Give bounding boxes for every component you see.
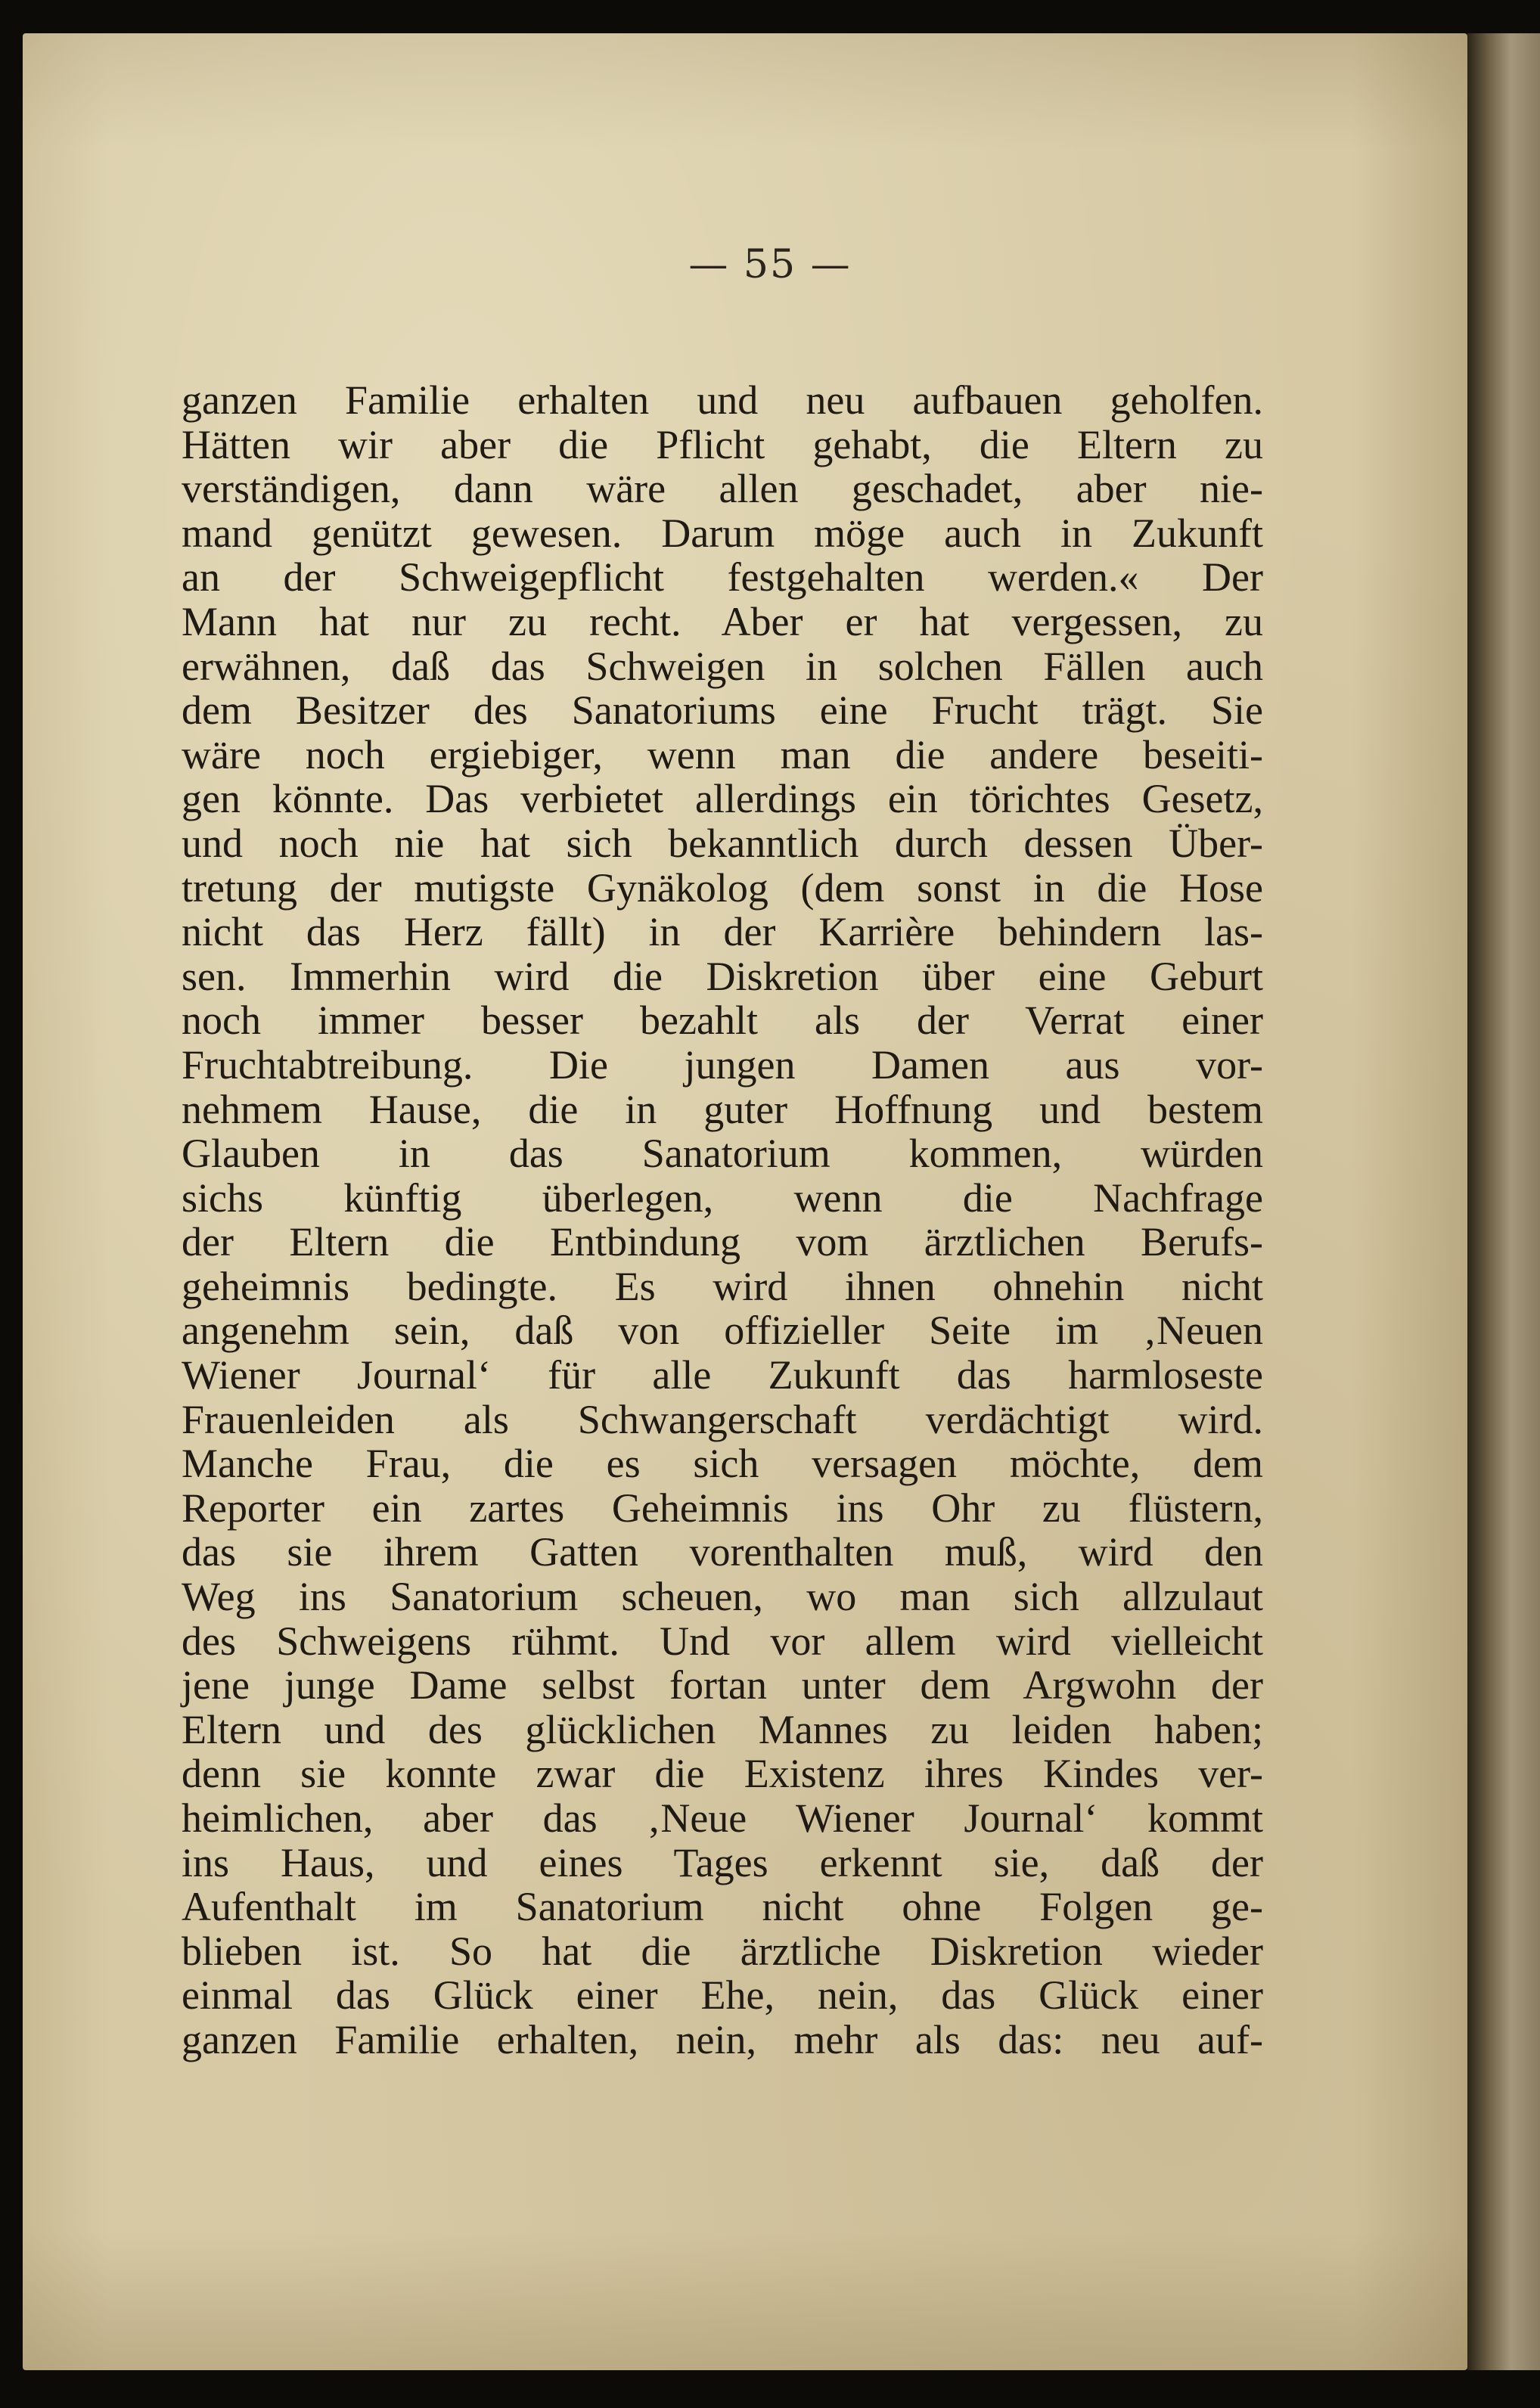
text-line: jene junge Dame selbst fortan unter dem Argwohn der: [182, 1662, 1263, 1708]
text-line: und noch nie hat sich bekanntlich durch dessen Über-: [182, 820, 1263, 866]
text-line: Frauenleiden als Schwangerschaft verdächtigt wird.: [182, 1396, 1263, 1442]
text-line: gen könnte. Das verbietet allerdings ein törichtes Gesetz,: [182, 776, 1263, 822]
text-line: wäre noch ergiebiger, wenn man die andere beseiti-: [182, 731, 1263, 777]
text-line: erwähnen, daß das Schweigen in solchen Fällen auch: [182, 643, 1263, 689]
text-line: noch immer besser bezahlt als der Verrat einer: [182, 998, 1263, 1044]
text-line: ganzen Familie erhalten, nein, mehr als das: neu auf-: [182, 2016, 1263, 2062]
text-line: des Schweigens rühmt. Und vor allem wird vielleicht: [182, 1618, 1263, 1664]
text-line: Mann hat nur zu recht. Aber er hat vergessen, zu: [182, 598, 1263, 644]
text-line: sen. Immerhin wird die Diskretion über eine Geburt: [182, 953, 1263, 999]
text-line: ganzen Familie erhalten und neu aufbauen geholfen.: [182, 377, 1263, 423]
text-line: mand genützt gewesen. Darum möge auch in Zukunft: [182, 510, 1263, 556]
book-gutter: [1467, 33, 1540, 2370]
text-line: Wiener Journal‘ für alle Zukunft das harmloseste: [182, 1352, 1263, 1398]
text-line: angenehm sein, daß von offizieller Seite im ‚Neuen: [182, 1308, 1263, 1354]
text-line: Glauben in das Sanatorium kommen, würden: [182, 1131, 1263, 1177]
text-line: denn sie konnte zwar die Existenz ihres Kindes ver-: [182, 1751, 1263, 1797]
text-line: blieben ist. So hat die ärztliche Diskretion wieder: [182, 1928, 1263, 1974]
text-line: Reporter ein zartes Geheimnis ins Ohr zu flüstern,: [182, 1485, 1263, 1531]
text-line: Weg ins Sanatorium scheuen, wo man sich allzulaut: [182, 1574, 1263, 1620]
text-line: sichs künftig überlegen, wenn die Nachfrage: [182, 1175, 1263, 1221]
text-line: nicht das Herz fällt) in der Karrière behindern las-: [182, 909, 1263, 955]
text-line: an der Schweigepflicht festgehalten werden.« Der: [182, 554, 1263, 600]
text-line: Hätten wir aber die Pflicht gehabt, die Eltern zu: [182, 421, 1263, 467]
page-number: — 55 —: [688, 242, 852, 287]
text-line: ins Haus, und eines Tages erkennt sie, daß der: [182, 1839, 1263, 1885]
text-line: der Eltern die Entbindung vom ärztlichen Berufs-: [182, 1219, 1263, 1265]
text-line: nehmem Hause, die in guter Hoffnung und bestem: [182, 1086, 1263, 1132]
body-text: [182, 378, 1263, 2062]
text-line: einmal das Glück einer Ehe, nein, das Glück einer: [182, 1972, 1263, 2019]
text-line: geheimnis bedingte. Es wird ihnen ohnehin nicht: [182, 1263, 1263, 1309]
text-line: Aufenthalt im Sanatorium nicht ohne Folgen ge-: [182, 1884, 1263, 1930]
text-line: heimlichen, aber das ‚Neue Wiener Journal‘ kommt: [182, 1795, 1263, 1841]
text-line: das sie ihrem Gatten vorenthalten muß, wird den: [182, 1529, 1263, 1575]
text-line: tretung der mutigste Gynäkolog (dem sonst in die Hose: [182, 864, 1263, 911]
text-line: Eltern und des glücklichen Mannes zu leiden haben;: [182, 1706, 1263, 1752]
text-line: dem Besitzer des Sanatoriums eine Frucht trägt. Sie: [182, 687, 1263, 734]
text-line: Manche Frau, die es sich versagen möchte, dem: [182, 1441, 1263, 1487]
text-line: Fruchtabtreibung. Die jungen Damen aus vor-: [182, 1041, 1263, 1088]
text-line: verständigen, dann wäre allen geschadet, aber nie-: [182, 466, 1263, 512]
